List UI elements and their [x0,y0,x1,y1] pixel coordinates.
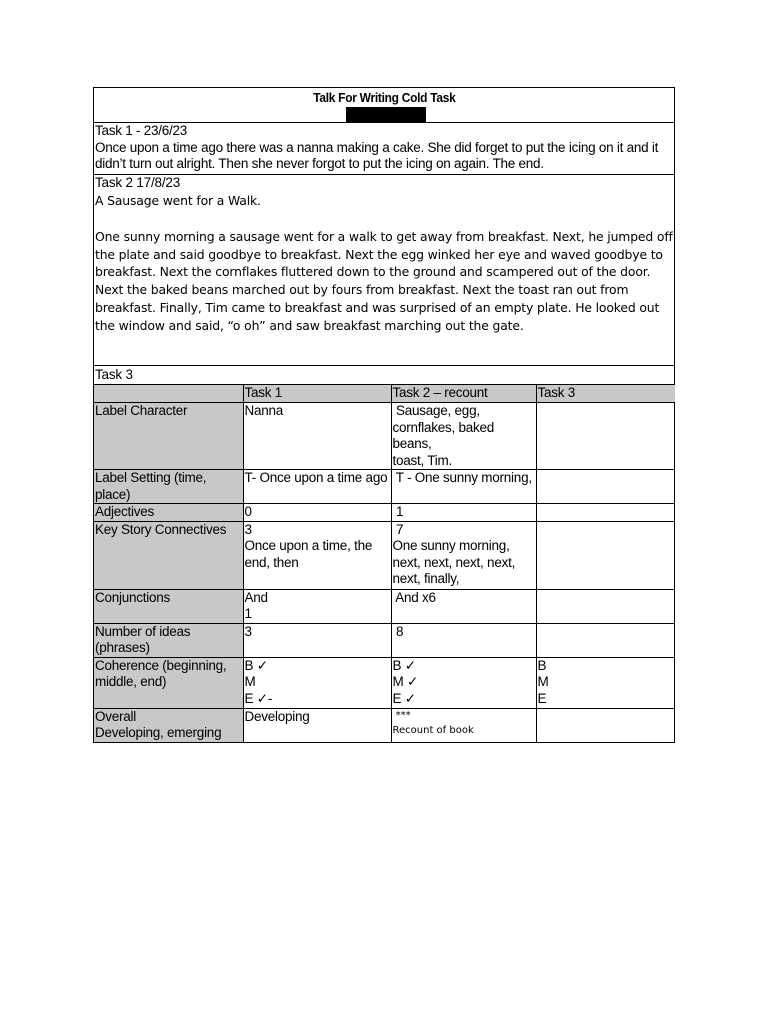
task1-text: Once upon a time ago there was a nanna making a cake. She did forget to put the icing on it and it didn’t turn out alright. Then she never forgot to put the icing on again. The end. [95,139,659,171]
cell-line: next, next, next, next, [392,554,516,570]
overall-sublabel: Developing, emerging [95,725,222,740]
cell-task2 [391,623,536,657]
cell-task2 [391,504,536,522]
cell-task1 [243,470,391,504]
cell-task1 [243,708,391,742]
row-label: Label Character [94,403,243,470]
cell-line: 0 [244,504,252,519]
row-label: Conjunctions [94,589,243,623]
cell-task1 [243,657,391,708]
cell-line: And [244,589,268,605]
cell-task1 [243,589,391,623]
cell-line: T- Once upon a time ago [244,470,388,485]
task3-section [94,366,674,742]
table-row [94,504,675,522]
cell-task2 [391,403,536,470]
cell-line: Developing [244,708,310,724]
table-row [94,589,675,623]
cell-line: 1 [392,504,404,519]
cell-line: *** [392,709,411,721]
header-cell-task3: Task 3 [536,385,675,403]
row-label: Number of ideas (phrases) [94,623,243,657]
cell-line: B [537,657,547,673]
cell-line: Recount of book [392,724,474,736]
row-label: Coherence (beginning, middle, end) [94,657,243,708]
cell-task3 [536,403,675,470]
row-label: Key Story Connectives [94,521,243,589]
task2-story-text: One sunny morning a sausage went for a walk to get away from breakfast. Next, he jumped off the plate and said goodbye to breakfast. Next the egg winked her eye and waved goodbye to breakfast. Next the cornflakes fluttered down to the ground and scampered out of the door. Next the baked beans marched out by fours from breakfast. Next the toast ran out from breakfast. Finally, Tim came to breakfast and was surprised of an empty plate. He looked out the window and said, “o oh” and saw breakfast marching out the gate. [95,228,673,333]
cell-task2 [391,708,536,742]
grid-header-row [94,385,675,403]
header-cell-task1: Task 1 [243,385,391,403]
cell-line: 7 [392,521,404,537]
overall-label: Overall [95,708,137,724]
row-label [94,708,243,742]
cell-line: B ✓ [392,657,416,673]
title-row [94,88,674,123]
cell-line: next, finally, [392,571,460,586]
cell-line: end, then [244,554,299,570]
cell-line: E ✓- [244,690,273,706]
document-title: Talk For Writing Cold Task [312,90,456,105]
header-cell-empty [94,385,243,403]
table-row [94,521,675,589]
cell-line: T - One sunny morning, [392,470,532,485]
cell-line: E ✓ [392,690,416,706]
table-row [94,623,675,657]
cell-line: E [537,690,547,706]
redaction-bar [346,107,426,122]
cell-line: Nanna [244,403,284,418]
cell-line: 3 [244,521,252,537]
task2-heading: Task 2 17/8/23 [95,175,181,190]
cell-line: One sunny morning, [392,538,510,553]
cell-line: B ✓ [244,657,268,673]
cell-line: cornflakes, baked beans, [392,419,495,451]
cell-task3 [536,623,675,657]
cell-task3 [536,521,675,589]
cell-line: And x6 [392,589,436,605]
table-row [94,657,675,708]
cell-task2 [391,521,536,589]
cell-line: 3 [244,623,252,639]
cell-task1 [243,521,391,589]
cell-task2 [391,657,536,708]
table-row [94,470,675,504]
cell-task1 [243,403,391,470]
table-row [94,403,675,470]
cell-line: M [244,674,256,689]
cell-task1 [243,504,391,522]
header-cell-task2: Task 2 – recount [391,385,536,403]
table-row-overall [94,708,675,742]
cell-line: toast, Tim. [392,452,453,468]
cold-task-table [93,87,675,743]
assessment-grid [94,384,675,742]
task2-section [94,175,674,366]
cell-task3 [536,470,675,504]
cell-line: M [537,674,549,689]
cell-line: Once upon a time, the [244,538,373,553]
cell-line: Sausage, egg, [392,403,480,418]
row-label: Adjectives [94,504,243,522]
row-label: Label Setting (time, place) [94,470,243,504]
document [93,87,675,743]
cell-line: M ✓ [392,674,419,689]
task1-section [94,123,674,175]
cell-line: 1 [244,606,252,621]
task2-story-title: A Sausage went for a Walk. [95,193,261,208]
cell-task3 [536,589,675,623]
cell-task3 [536,657,675,708]
cell-task2 [391,470,536,504]
task1-heading: Task 1 - 23/6/23 [95,123,188,138]
cell-task3 [536,708,675,742]
cell-line: 8 [392,623,404,639]
cell-task3 [536,504,675,522]
cell-task2 [391,589,536,623]
cell-task1 [243,623,391,657]
task3-heading: Task 3 [95,367,133,382]
